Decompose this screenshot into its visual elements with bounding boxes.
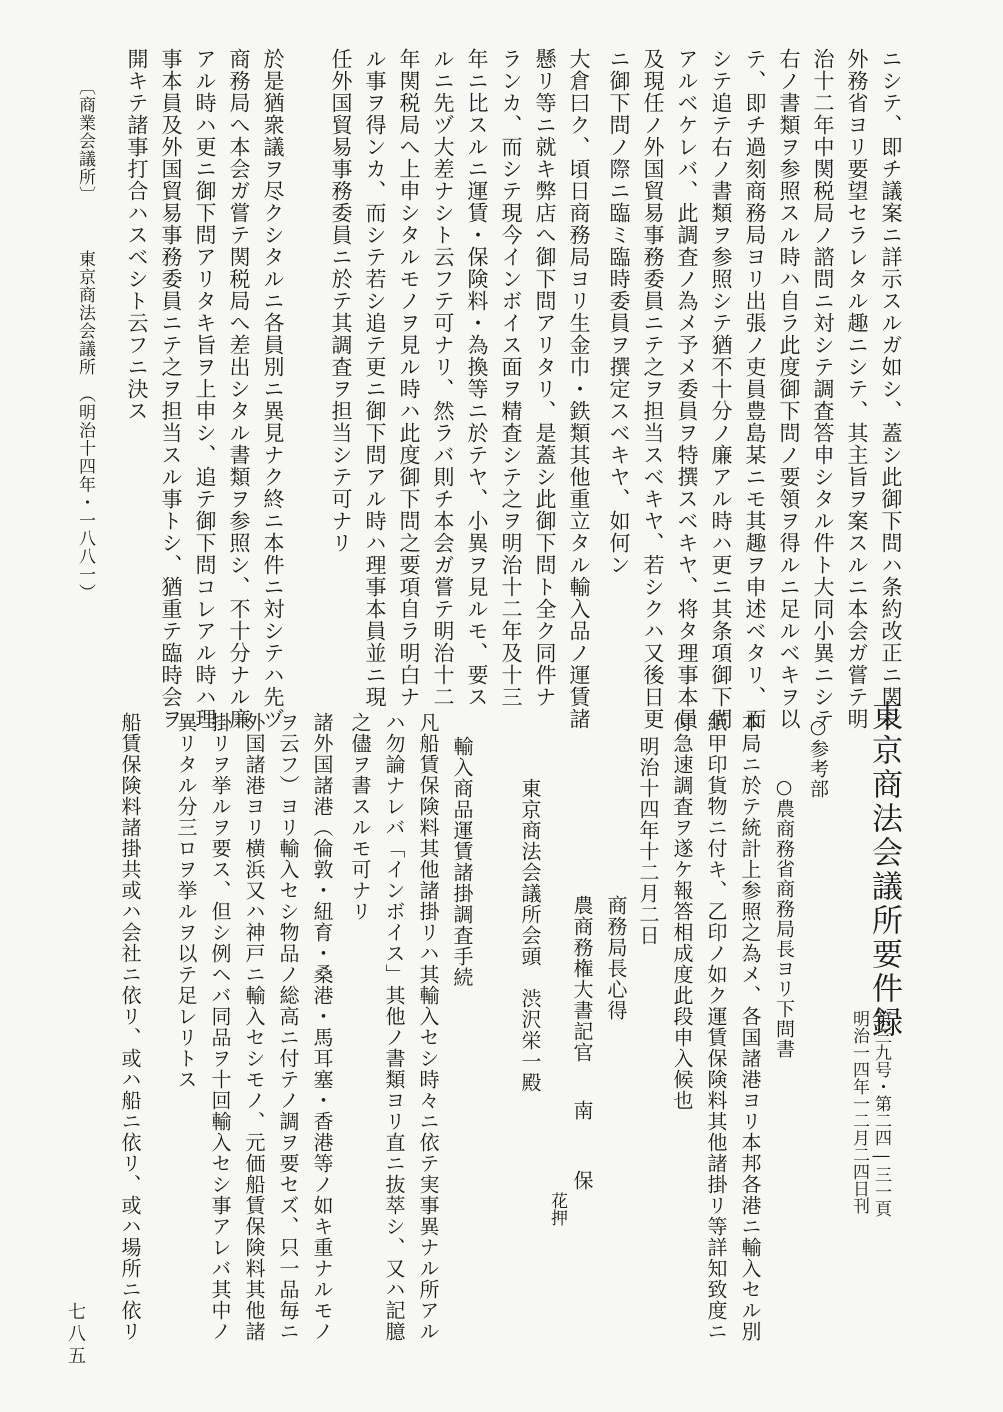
top-column-9: ニ御下問ノ際ニ臨ミ臨時委員ヲ撰定スベキヤ、如何ン [607,48,631,576]
top-column-7: アルベケレバ、此調査ノ為メ予メ委員ヲ特撰スベキヤ、将タ理事本員 [675,48,699,730]
recipient: 東京商法会議所会頭 渋沢栄一殿 [518,778,542,1093]
procedure-line-4: 諸外国諸港（倫敦・紐育・桑港・馬耳塞・香港等ノ如キ重ナルモノ [310,712,334,1342]
procedure-line-3: 之儘ヲ書スルモ可ナリ [348,712,372,922]
procedure-line-7: 掛リヲ挙ルヲ要ス、但シ例ヘバ同品ヲ十回輸入セシ事アレバ其中ノ [208,712,232,1342]
procedure-line-2: ハ勿論ナレバ「インボイス」其他ノ書類ヨリ直ニ抜萃シ、又ハ記臆 [382,712,406,1342]
sender-office: 商務局長心得 [604,895,628,1021]
notice-body-line-1: 本局ニ於テ統計上参照之為メ、各国諸港ヨリ本邦各港ニ輸入セル別 [738,712,762,1342]
top-column-4: 右ノ書類ヲ参照スル時ハ自ラ此度御下問ノ要領ヲ得ルニ足ルベキヲ以 [777,48,801,730]
top-column-13: 年ニ比スルニ運賃・保険料・為換等ニ於テヤ、小異ヲ見ルモ、要ス [465,48,489,708]
notice-body-line-3: 付急速調査ヲ遂ケ報答相成度此段申入候也 [670,712,694,1111]
top-column-10: 大倉曰ク、頃日商務局ヨリ生金巾・鉄類其他重立タル輸入品ノ運賃諸 [567,48,591,730]
top-column-20: アル時ハ更ニ御下問アリタキ旨ヲ上申シ、追テ御下問コレアル時ハ理 [193,48,217,730]
top-column-2: 外務省ヨリ要望セラレタル趣ニシテ、其主旨ヲ案スルニ本会ガ嘗テ明 [845,48,869,730]
top-column-15: 年関税局へ上申シタルモノヲ見ル時ハ此度御下問之要項自ラ明白ナ [397,48,421,708]
top-column-22: 開キテ諸事打合ハスベシト云フニ決ス [125,48,149,422]
top-column-3: 治十二年中関税局ノ諮問ニ対シテ調査答申シタル件ト大同小異ニシテ [811,48,835,730]
reference-section-label: ○参考部 [807,716,829,799]
procedure-heading: 輸入商品運賃諸掛調査手続 [450,736,474,988]
issue-info-line2: 明治一四年一二月二四日刊 [849,1010,869,1214]
top-column-18: 於是猶衆議ヲ尽クシタルニ各員別ニ異見ナク終ニ本件ニ対シテハ先ヅ [261,48,285,730]
sender-title: 農商務権大書記官 [570,895,594,1063]
issue-info-line1: 第三九号・第二四―三一頁 [871,1010,891,1217]
document-title: 東京商法会議所要件録 [866,700,902,1040]
top-column-1: ニシテ、即チ議案ニ詳示スルガ如シ、蓋シ此御下問ハ条約改正ニ関シ [879,48,903,730]
top-column-16: ル事ヲ得ンカ、而シテ若シ追テ更ニ御下問アル時ハ理事本員並ニ現 [363,48,387,708]
top-column-8: 及現任ノ外国貿易事務委員ニテ之ヲ担当スベキヤ、若シクハ又後日更 [641,48,665,730]
top-column-19: 商務局へ本会ガ嘗テ関税局へ差出シタル書類ヲ参照シ、不十分ナル廉 [227,48,251,730]
notice-date: 明治十四年十二月二日 [636,736,660,946]
top-column-5: テ、即チ過刻商務局ヨリ出張ノ吏員豊島某ニモ其趣ヲ申述ベタリ、而 [743,48,767,730]
source-citation: 東京商法会議所 （明治十四年・一八八一） [75,250,95,602]
top-column-6: シテ追テ右ノ書類ヲ参照シテ猶不十分ノ廉アル時ハ更ニ其条項御下問 [709,48,733,730]
seal-mark: 花押 [547,1192,567,1226]
top-column-17: 任外国貿易事務委員ニ於テ其調査ヲ担当シテ可ナリ [329,48,353,554]
top-column-11: 懸リ等ニ就キ弊店へ御下問アリタリ、是蓋シ此御下問ト全ク同件ナ [533,48,557,708]
top-column-14: ルニ先ヅ大差ナシト云フテ可ナリ、然ラバ則チ本会ガ嘗テ明治十二 [431,48,455,708]
procedure-line-8: 異リタル分三ロヲ挙ルヲ以テ足レリトス [174,712,198,1090]
procedure-line-5: ヲ云フ）ヨリ輸入セシ物品ノ総高ニ付テノ調ヲ要セズ、只一品毎ニ [276,712,300,1342]
procedure-line-9: 船賃保険料諸掛共或ハ会社ニ依リ、或ハ船ニ依リ、或ハ場所ニ依リ [118,712,142,1342]
page-number: 七八五 [65,1302,86,1368]
sender-name: 南 [570,1100,594,1121]
top-column-21: 事本員及外国貿易事務委員ニテ之ヲ担当スル事トシ、猶重テ臨時会ヲ [159,48,183,730]
source-category: 〔商業会議所〕 [75,78,95,204]
sender-given-name: 保 [570,1170,594,1191]
notice-body-line-2: 紙甲印貨物ニ付キ、乙印ノ如ク運賃保険料其他諸掛リ等詳知致度ニ [704,712,728,1342]
notice-heading: ○農商務省商務局長ヨリ下問書 [773,776,795,1059]
procedure-line-1: 凡船賃保険料其他諸掛リハ其輸入セシ時々ニ依テ実事異ナル所アル [416,712,440,1342]
top-column-12: ランカ、而シテ現今インボイス面ヲ精査シテ之ヲ明治十二年及十三 [499,48,523,708]
procedure-line-6: 外国諸港ヨリ横浜又ハ神戸ニ輸入セシモノ、元価船賃保険料其他諸 [242,712,266,1342]
